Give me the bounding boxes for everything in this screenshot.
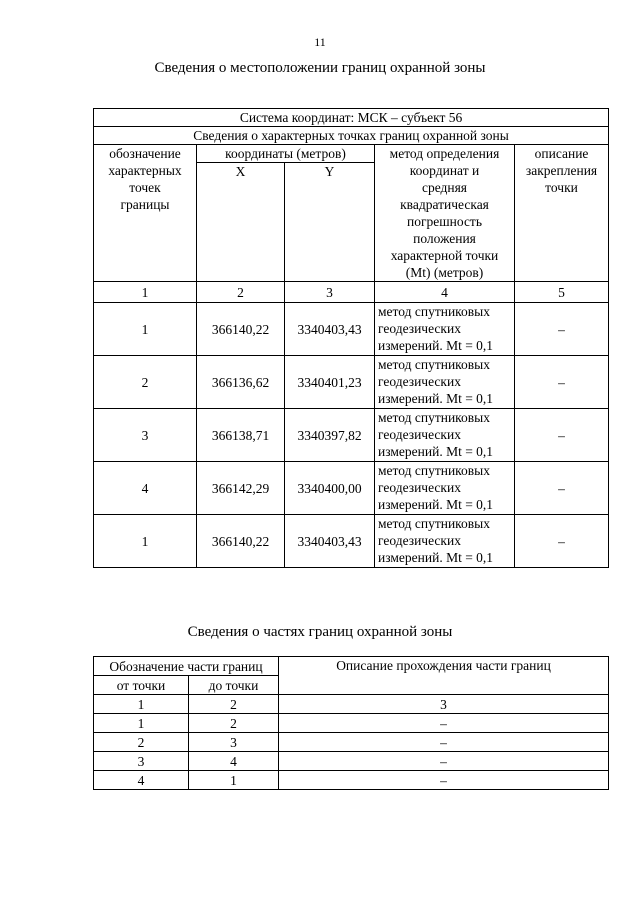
points-table: [93, 108, 609, 568]
coord-x: 366140,22: [197, 515, 285, 568]
from-point: 1: [94, 714, 189, 733]
point-number: 4: [94, 462, 197, 515]
col-number: 2: [189, 695, 279, 714]
section1-title: Сведения о местоположении границ охранной зоны: [154, 60, 486, 76]
col-number: 2: [197, 282, 285, 303]
coordinate-system-header: Система координат: МСК – субъект 56: [94, 109, 609, 127]
section2-title: Сведения о частях границ охранной зоны: [187, 624, 453, 640]
coord-y: 3340403,43: [285, 515, 375, 568]
table-row: [94, 409, 609, 462]
table-row: [94, 771, 609, 790]
from-point: 4: [94, 771, 189, 790]
coord-y: 3340403,43: [285, 303, 375, 356]
coord-x: 366142,29: [197, 462, 285, 515]
part-description-header: Описание прохождения части границ: [279, 657, 609, 695]
table-row: [94, 462, 609, 515]
col-number: 4: [375, 282, 515, 303]
col-description-header: описание закрепления точки: [515, 145, 609, 282]
table-row: [94, 714, 609, 733]
point-number: 2: [94, 356, 197, 409]
col-point-designation-header: обозначение характерных точек границы: [94, 145, 197, 282]
coord-x: 366140,22: [197, 303, 285, 356]
coord-y: 3340401,23: [285, 356, 375, 409]
coord-y: 3340397,82: [285, 409, 375, 462]
table-row: [94, 356, 609, 409]
description-cell: –: [515, 515, 609, 568]
col-number: 3: [279, 695, 609, 714]
description-cell: –: [515, 462, 609, 515]
description-cell: –: [515, 409, 609, 462]
col-number: 1: [94, 282, 197, 303]
from-point: 3: [94, 752, 189, 771]
method-cell: метод спутниковых геодезических измерений. Mt = 0,1: [375, 303, 515, 356]
coord-x: 366136,62: [197, 356, 285, 409]
method-cell: метод спутниковых геодезических измерений. Mt = 0,1: [375, 462, 515, 515]
table-row: [94, 752, 609, 771]
to-point-header: до точки: [189, 676, 279, 695]
col-method-header: метод определения координат и средняя квадратическая погрешность положения характерной точки (Mt) (метров): [375, 145, 515, 282]
to-point: 4: [189, 752, 279, 771]
col-number: 1: [94, 695, 189, 714]
parts-table: [93, 656, 609, 790]
description-cell: –: [515, 356, 609, 409]
method-cell: метод спутниковых геодезических измерений. Mt = 0,1: [375, 409, 515, 462]
coord-y: 3340400,00: [285, 462, 375, 515]
point-number: 1: [94, 303, 197, 356]
col-x-header: X: [197, 163, 285, 282]
part-description: –: [279, 771, 609, 790]
to-point: 1: [189, 771, 279, 790]
coord-x: 366138,71: [197, 409, 285, 462]
to-point: 3: [189, 733, 279, 752]
method-cell: метод спутниковых геодезических измерений. Mt = 0,1: [375, 515, 515, 568]
col-number: 3: [285, 282, 375, 303]
points-header: Сведения о характерных точках границ охранной зоны: [94, 127, 609, 145]
part-description: –: [279, 752, 609, 771]
page-number: 11: [314, 35, 326, 49]
coords-header: координаты (метров): [197, 145, 375, 163]
part-description: –: [279, 733, 609, 752]
table-row: [94, 733, 609, 752]
part-description: –: [279, 714, 609, 733]
from-point-header: от точки: [94, 676, 189, 695]
point-number: 3: [94, 409, 197, 462]
from-point: 2: [94, 733, 189, 752]
table-row: [94, 303, 609, 356]
point-number: 1: [94, 515, 197, 568]
col-y-header: Y: [285, 163, 375, 282]
description-cell: –: [515, 303, 609, 356]
table-row: [94, 515, 609, 568]
method-cell: метод спутниковых геодезических измерений. Mt = 0,1: [375, 356, 515, 409]
col-number: 5: [515, 282, 609, 303]
part-designation-header: Обозначение части границ: [94, 657, 279, 676]
to-point: 2: [189, 714, 279, 733]
